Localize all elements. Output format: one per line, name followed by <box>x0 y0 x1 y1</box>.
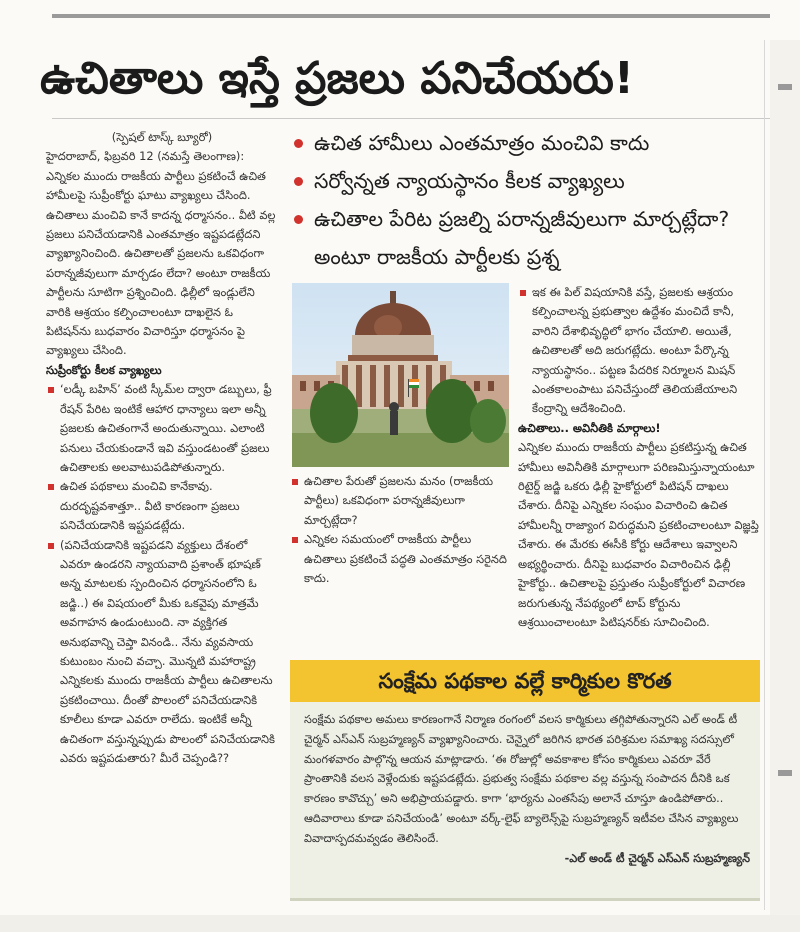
bottom-edge <box>0 915 800 932</box>
list-item: ‘లడ్కీ బహిన్’ వంటి స్కీమ్‌ల ద్వారా డబ్బులు, ఫ్రీ రేషన్ పేరిట ఇంటికే ఆహార ధాన్యాలు ఇలా అన్నీ ప్రజలకు ఉచితంగానే అందుతున్నాయి. ఎలాంటి పనులు చేయకుండానే ఇవి వస్తుండటంతో ప్రజలు ఉచితాలకు అలవాటుపడిపోతున్నారు. <box>46 380 278 477</box>
box-signature: -ఎల్ అండ్ టీ చైర్మన్ ఎస్‌ఎన్ సుబ్రహ్మణ్యన్ <box>564 851 750 865</box>
supreme-court-illustration <box>292 283 509 467</box>
left-column <box>46 128 278 768</box>
highlight-bullets <box>290 124 760 276</box>
box-title: సంక్షేమ పథకాల వల్లే కార్మికుల కొరత <box>290 660 760 702</box>
middle-points <box>290 472 510 588</box>
subhead-supreme-court: సుప్రీంకోర్టు కీలక వ్యాఖ్యలు <box>46 362 162 377</box>
edge-fragment <box>778 770 792 776</box>
highlight-bullet: సర్వోన్నత న్యాయస్థానం కీలక వ్యాఖ్యలు <box>290 162 760 200</box>
top-rule <box>52 14 770 18</box>
byline: (స్పెషల్ టాస్క్ బ్యూరో) <box>111 130 213 144</box>
intro-paragraph: హైదరాబాద్, ఫిబ్రవరి 12 (నమస్తే తెలంగాణ): ఎన్నికల ముందు రాజకీయ పార్టీలు ప్రకటించే ఉచిత హామీలపై సుప్రీంకోర్టు ఘాటు వ్యాఖ్యలు చేసింది. ఉచితాలు మంచివి కానే కాదన్న ధర్మాసనం.. వీటి వల్ల ప్రజలు పనిచేయడానికి ఎంతమాత్రం ఇష్టపడట్లేదని వ్యాఖ్యానించింది. ఉచితాలతో ప్రజలను ఒకవిధంగా పరాన్నజీవులుగా మార్చడం లేదా? అంటూ రాజకీయ పార్టీలను సూటిగా ప్రశ్నించింది. ఢిల్లీలో ఇండ్లులేని వారికి ఆశ్రయం కల్పించాలంటూ దాఖలైన ఓ పిటిషన్‌ను బుధవారం విచారిస్తూ ధర్మాసనం పై వ్యాఖ్యలు చేసింది. <box>46 149 276 358</box>
adjacent-article-edge <box>770 40 800 932</box>
highlight-bullet: ఉచితాల పేరిట ప్రజల్ని పరాన్నజీవులుగా మార్చట్లేదా? అంటూ రాజకీయ పార్టీలకు ప్రశ్న <box>290 200 760 276</box>
box-text <box>304 710 750 868</box>
box-paragraph: సంక్షేమ పథకాల అమలు కారణంగానే నిర్మాణ రంగంలో వలస కార్మికులు తగ్గిపోతున్నారని ఎల్ అండ్ టీ చైర్మన్ ఎస్‌ఎన్ సుబ్రహ్మణ్యన్ వ్యాఖ్యానించారు. చెన్నైలో జరిగిన భారత పరిశ్రమల సమాఖ్య సదస్సులో మంగళవారం పాల్గొన్న ఆయన మాట్లాడారు. ‘ఈ రోజుల్లో అవకాశాల కోసం కార్మికులు ఎవరూ వేరే ప్రాంతానికి వలస వెళ్లేందుకు ఇష్టపడట్లేదు. ప్రభుత్వ సంక్షేమ పథకాల వల్ల వస్తున్న సంపాదన దీనికి ఒక కారణం కావొచ్చు’ అని అభిప్రాయపడ్డారు. కాగా ‘భార్యను ఎంతసేపు అలానే చూస్తూ ఉండిపోతారు.. ఆదివారాలు కూడా పనిచేయండి’ అంటూ వర్క్-లైఫ్ బ్యాలెన్స్‌పై సుబ్రహ్మణ్యన్ ఇటీవల చేసిన వ్యాఖ్యలు వివాదాస్పదమవ్వడం తెలిసిందే. <box>304 713 739 845</box>
list-item: ఉచిత పథకాలు మంచివి కానేకావు. దురదృష్టవశాత్తూ.. వీటి కారణంగా ప్రజలు పనిచేయడానికి ఇష్టపడట్లేదు. <box>46 477 278 535</box>
supreme-court-photo <box>292 283 509 467</box>
column-divider <box>764 40 765 910</box>
headline-rule <box>52 118 770 119</box>
corruption-paragraph: ఎన్నికల ముందు రాజకీయ పార్టీలు ప్రకటిస్తున్న ఉచిత హామీలు అవినీతికి మార్గాలుగా పరిణమిస్తున్నాయంటూ రిటైర్డ్ జడ్జి ఒకరు ఢిల్లీ హైకోర్టులో పిటిషన్ దాఖలు చేశారు. దీనిపై ఎన్నికల సంఘం విచారించి ఉచిత హామీలన్నీ రాజ్యాంగ విరుద్ధమని ప్రకటించాలంటూ విజ్ఞప్తి చేశారు. ఈ మేరకు ఈసీకి కోర్టు ఆదేశాలు ఇవ్వాలని అభ్యర్థించారు. దీనిపై బుధవారం విచారించిన ఢిల్లీ హైకోర్టు.. ఉచితాలపై ప్రస్తుతం సుప్రీంకోర్టులో విచారణ జరుగుతున్న నేపథ్యంలో టాప్ కోర్టును ఆశ్రయించాలంటూ పిటిషనర్‌కు సూచించింది. <box>518 440 759 629</box>
list-item: ఇక ఈ పిల్ విషయానికి వస్తే, ప్రజలకు ఆశ్రయం కల్పించాలన్న ప్రభుత్వాల ఉద్దేశం మంచిదే కానీ, వారిని దేశాభివృద్ధిలో భాగం చేయాలి. అయితే, ఉచితాలతో అది జరుగట్లేదు. అంటూ పేర్కొన్న న్యాయస్థానం.. పట్టణ పేదరిక నిర్మూలన మిషన్ ఎంతకాలంపాటు పనిచేస్తుందో తెలియజేయాలని కేంద్రాన్ని ఆదేశించింది. <box>518 283 761 419</box>
list-item: ఎన్నికల సమయంలో రాజకీయ పార్టీలు ఉచితాలు ప్రకటించే పద్ధతి ఎంతమాత్రం సరైనది కాదు. <box>290 530 510 588</box>
middle-column <box>290 472 510 588</box>
right-column <box>518 283 761 632</box>
subhead-corruption: ఉచితాలు.. అవినీతికి మార్గాలు! <box>518 420 661 435</box>
list-item: ఉచితాల పేరుతో ప్రజలను మనం (రాజకీయ పార్టీలు) ఒకవిధంగా పరాన్నజీవులుగా మార్చట్లేదా? <box>290 472 510 530</box>
middle-points-continued <box>518 283 761 419</box>
supreme-court-points <box>46 380 278 768</box>
list-item: (పనిచేయడానికి ఇష్టపడని వ్యక్తులు దేశంలో ఎవరూ ఉండరని న్యాయవాది ప్రశాంత్ భూషణ్ అన్న మాటలకు స్పందించిన ధర్మాసనంలోని ఓ జడ్జి..) ఈ విషయంలో మీకు ఒకవైపు మాత్రమే అవగాహన ఉండుంటుంది. నా వ్యక్తిగత అనుభవాన్ని చెప్తా వినండి.. నేను వ్యవసాయ కుటుంబం నుంచి వచ్చా. మొన్నటి మహారాష్ట్ర ఎన్నికలకు ముందు రాజకీయ పార్టీలు ఉచితాలను ప్రకటించాయి. దీంతో పొలంలో పనిచేయడానికి కూలీలు కూడా ఎవరూ రాలేదు. ఇంటికే అన్నీ ఉచితంగా వస్తున్నప్పుడు పొలంలో పనిచేయడానికి ఎవరు ఇష్టపడుతారు? మీరే చెప్పండి?? <box>46 536 278 769</box>
highlight-bullet: ఉచిత హామీలు ఎంతమాత్రం మంచివి కాదు <box>290 124 760 162</box>
headline: ఉచితాలు ఇస్తే ప్రజలు పనిచేయరు! <box>40 53 634 104</box>
edge-fragment <box>778 84 792 90</box>
